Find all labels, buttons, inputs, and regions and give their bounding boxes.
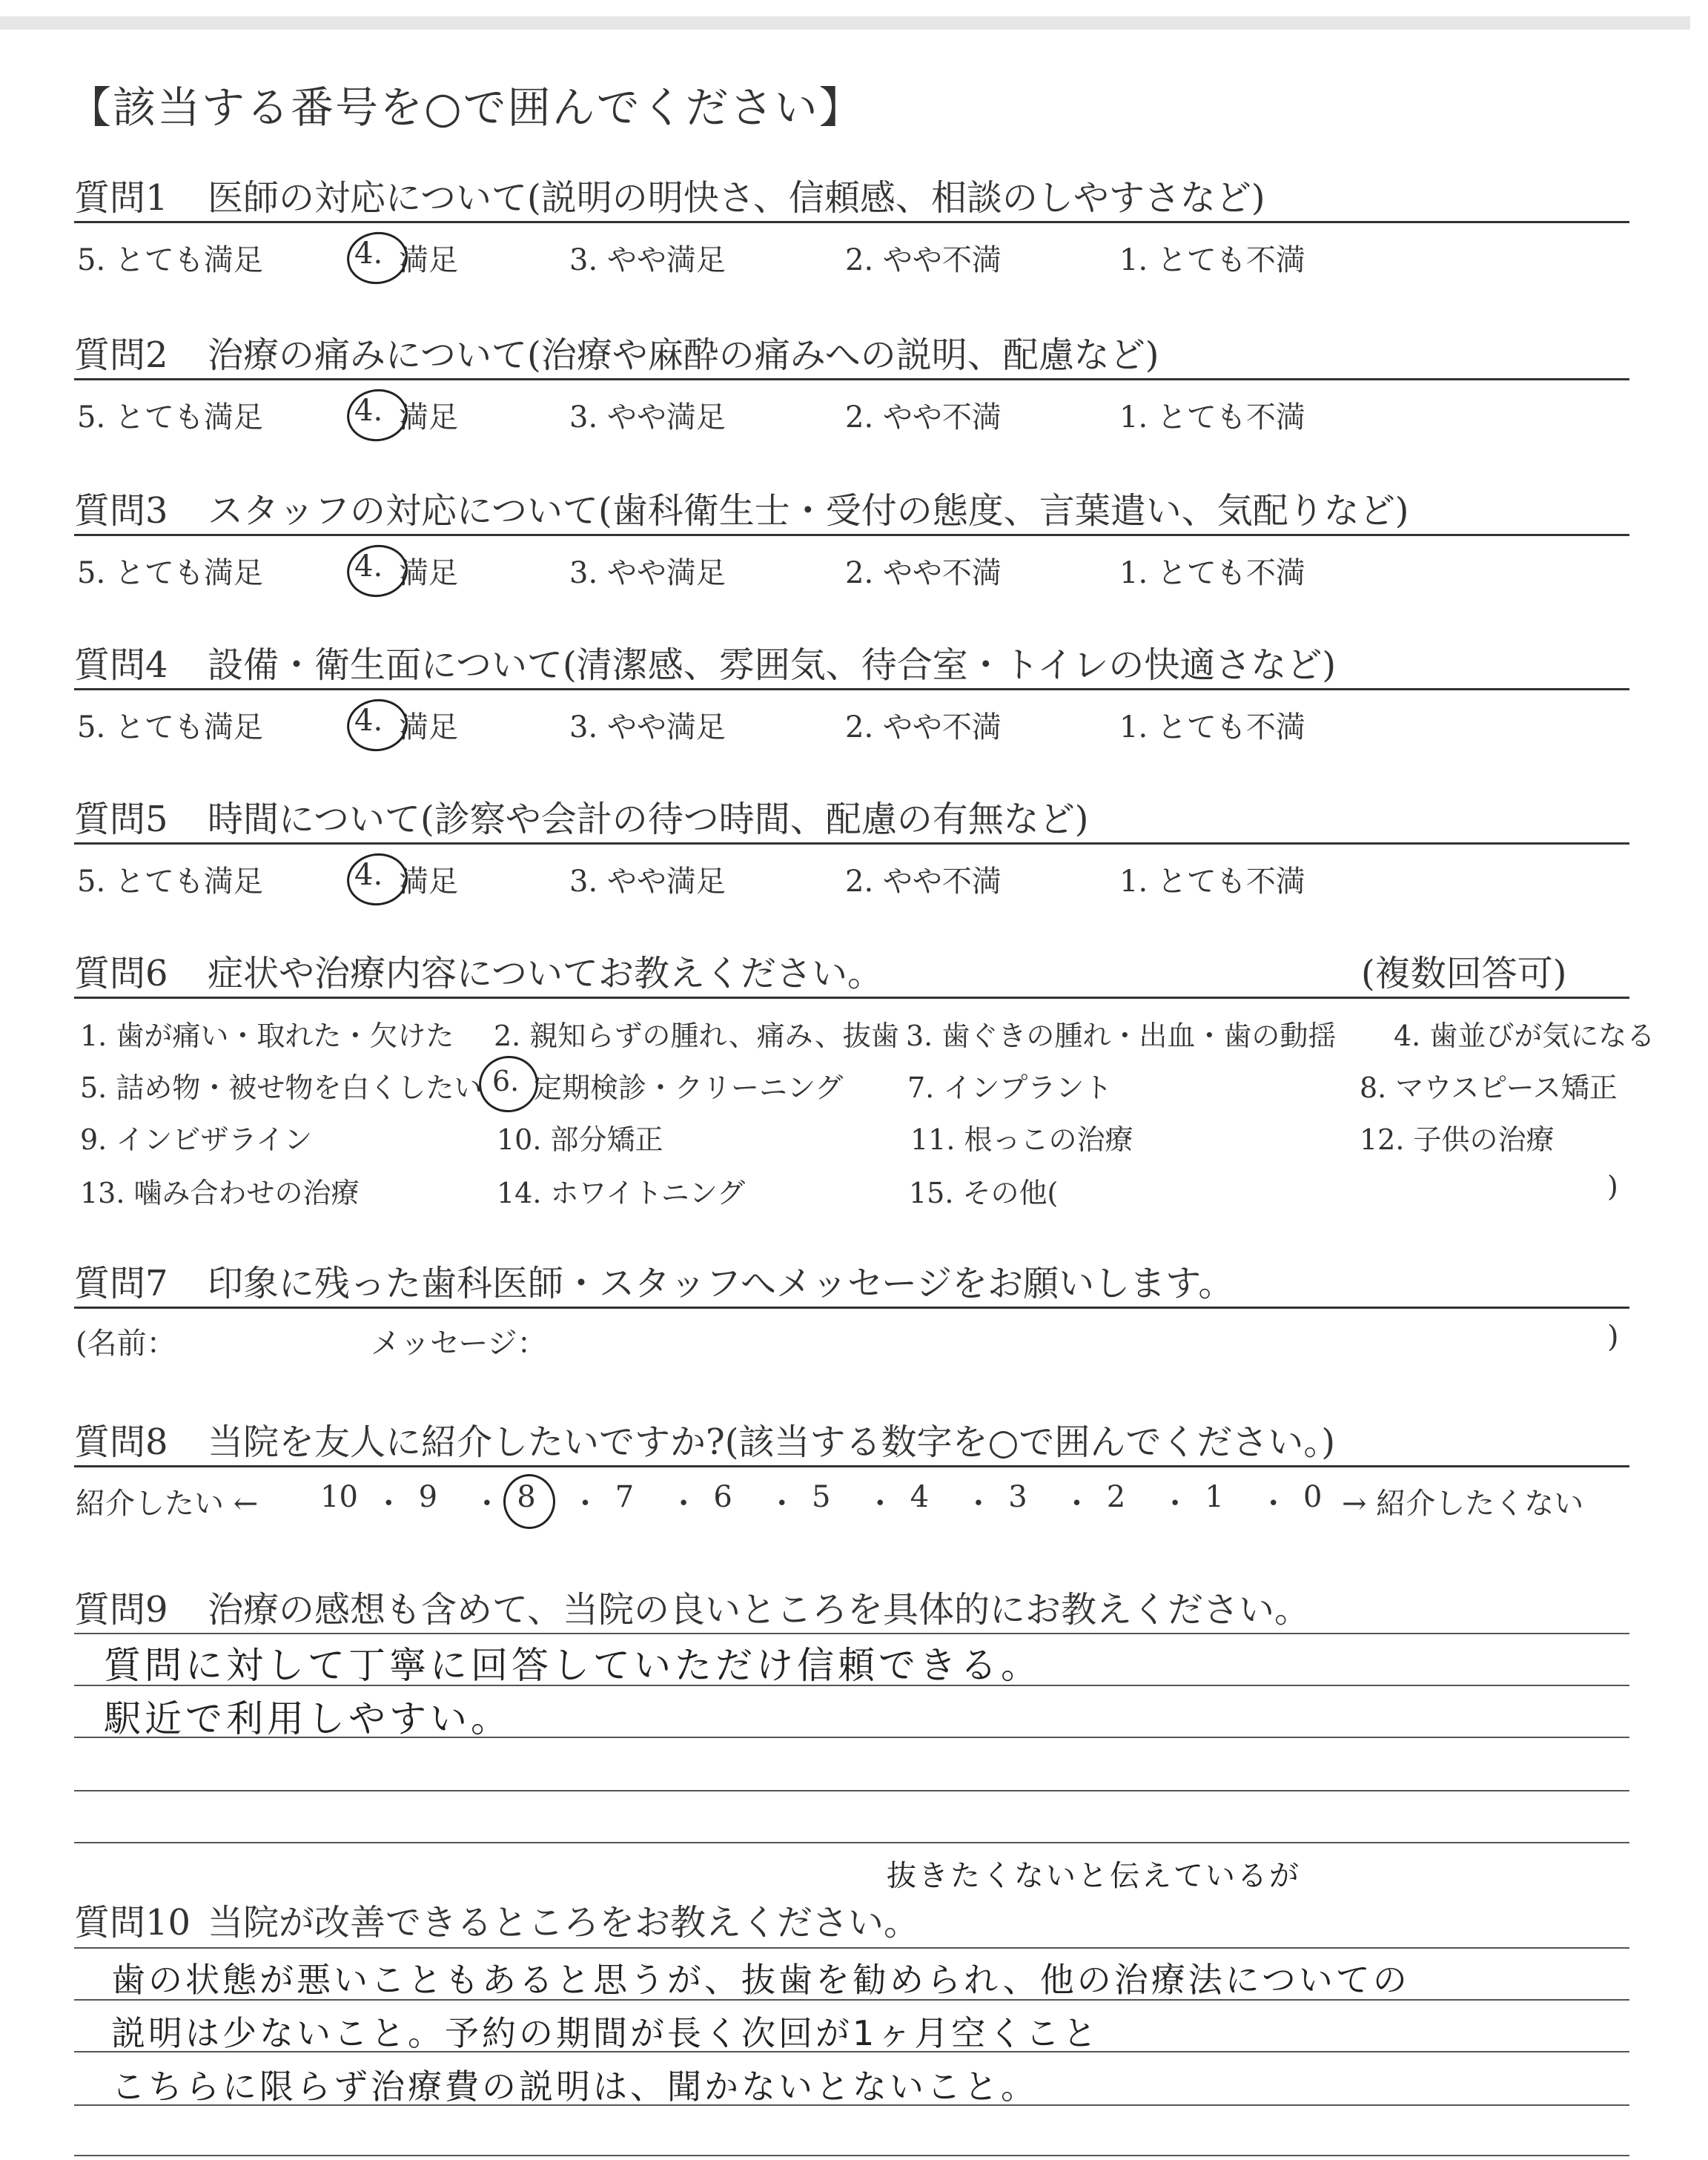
question-number: 質問9 bbox=[74, 1589, 168, 1631]
treatment-option: 9. インビザライン bbox=[80, 1123, 313, 1156]
rating-option: 2. やや不満 bbox=[845, 865, 1002, 899]
recommend-left-label: 紹介したい ← bbox=[76, 1487, 259, 1521]
treatment-option: 5. 詰め物・被せ物を白くしたい bbox=[80, 1071, 483, 1104]
treatment-option: 8. マウスピース矯正 bbox=[1360, 1071, 1618, 1104]
question-number: 質問6 bbox=[74, 953, 168, 994]
rating-option: 3. やや満足 bbox=[569, 865, 726, 899]
treatment-option: 2. 親知らずの腫れ、痛み、抜歯 bbox=[494, 1020, 899, 1052]
question-number: 質問4 bbox=[74, 644, 168, 686]
question-rule bbox=[74, 1307, 1629, 1309]
score-separator: ・ bbox=[1258, 1487, 1288, 1521]
question-rule bbox=[74, 997, 1629, 999]
name-label: (名前： bbox=[76, 1327, 176, 1361]
score-number: 7 bbox=[615, 1480, 635, 1514]
rating-option: 1. とても不満 bbox=[1119, 556, 1305, 590]
handwritten-answer-line-3: こちらに限らず治療費の説明は、聞かないとないこと。 bbox=[111, 2067, 1038, 2107]
rating-option: 5. とても満足 bbox=[77, 710, 263, 744]
rating-option: 5. とても満足 bbox=[77, 243, 263, 277]
treatment-option: 13. 噛み合わせの治療 bbox=[80, 1177, 360, 1209]
score-number: 8 bbox=[517, 1480, 536, 1514]
question-text: 症状や治療内容についてお教えください。 bbox=[208, 953, 884, 994]
rating-option: 4. bbox=[354, 394, 383, 428]
rating-option: 1. とても不満 bbox=[1119, 865, 1305, 899]
rating-option: 4. bbox=[354, 549, 383, 584]
question-text: 治療の痛みについて(治療や麻酔の痛みへの説明、配慮など) bbox=[208, 334, 1159, 376]
question-text: 当院が改善できるところをお教えください。 bbox=[208, 1902, 920, 1943]
question-number: 質問5 bbox=[74, 799, 168, 840]
treatment-option: 6. bbox=[492, 1065, 520, 1097]
message-label: メッセージ： bbox=[371, 1327, 547, 1361]
question-text: 治療の感想も含めて、当院の良いところを具体的にお教えください。 bbox=[208, 1589, 1311, 1631]
treatment-option: 3. 歯ぐきの腫れ・出血・歯の動揺 bbox=[906, 1020, 1337, 1052]
rating-option: 満足 bbox=[399, 710, 458, 744]
recommend-right-label: → 紹介したくない bbox=[1342, 1487, 1584, 1521]
rating-option: 満足 bbox=[399, 400, 458, 435]
question-text: 時間について(診察や会計の待つ時間、配慮の有無など) bbox=[208, 799, 1089, 840]
question-number: 質問2 bbox=[74, 334, 168, 376]
treatment-option: 12. 子供の治療 bbox=[1360, 1123, 1555, 1156]
multiple-answer-note: (複数回答可) bbox=[1361, 953, 1567, 994]
answer-line bbox=[74, 1633, 1629, 1634]
rating-option: 満足 bbox=[399, 243, 458, 277]
answer-circle bbox=[503, 1474, 555, 1529]
score-number: 6 bbox=[713, 1480, 732, 1514]
score-number: 9 bbox=[418, 1480, 438, 1514]
question-number: 質問10 bbox=[74, 1902, 191, 1943]
score-number: 5 bbox=[812, 1480, 831, 1514]
treatment-option: ) bbox=[1607, 1170, 1618, 1203]
score-number: 1 bbox=[1205, 1480, 1224, 1514]
rating-option: 3. やや満足 bbox=[569, 243, 726, 277]
score-separator: ・ bbox=[570, 1487, 600, 1521]
score-separator: ・ bbox=[963, 1487, 993, 1521]
question-rule bbox=[74, 378, 1629, 380]
answer-circle bbox=[474, 1051, 543, 1117]
score-number: 0 bbox=[1303, 1480, 1323, 1514]
score-number: 2 bbox=[1106, 1480, 1126, 1514]
treatment-option: 1. 歯が痛い・取れた・欠けた bbox=[80, 1020, 454, 1052]
rating-option: 満足 bbox=[399, 556, 458, 590]
rating-option: 4. bbox=[354, 237, 383, 271]
rating-option: 2. やや不満 bbox=[845, 710, 1002, 744]
answer-line bbox=[74, 1790, 1629, 1791]
question-text: 当院を友人に紹介したいですか?(該当する数字を○で囲んでください。) bbox=[208, 1421, 1336, 1463]
rating-option: 3. やや満足 bbox=[569, 400, 726, 435]
question-number: 質問3 bbox=[74, 490, 168, 532]
score-separator: ・ bbox=[865, 1487, 896, 1521]
score-separator: ・ bbox=[1160, 1487, 1191, 1521]
question-rule bbox=[74, 1465, 1629, 1467]
rating-option: 2. やや不満 bbox=[845, 243, 1002, 277]
handwritten-answer-line-2: 駅近で利用しやすい。 bbox=[104, 1697, 512, 1740]
closing-paren: ) bbox=[1607, 1320, 1619, 1354]
handwritten-answer-line-2: 説明は少ないこと。予約の期間が長く次回が1ヶ月空くこと bbox=[111, 2013, 1100, 2053]
score-separator: ・ bbox=[767, 1487, 797, 1521]
answer-line bbox=[74, 1842, 1629, 1843]
treatment-option: 7. インプラント bbox=[907, 1071, 1113, 1104]
rating-option: 5. とても満足 bbox=[77, 400, 263, 435]
question-rule bbox=[74, 534, 1629, 536]
rating-option: 4. bbox=[354, 858, 383, 892]
survey-heading: 【該当する番号を○で囲んでください】 bbox=[68, 82, 864, 133]
score-number: 10 bbox=[320, 1480, 358, 1514]
question-text: 医師の対応について(説明の明快さ、信頼感、相談のしやすさなど) bbox=[208, 177, 1265, 219]
rating-option: 1. とても不満 bbox=[1119, 710, 1305, 744]
rating-option: 2. やや不満 bbox=[845, 400, 1002, 435]
score-separator: ・ bbox=[471, 1487, 502, 1521]
top-border bbox=[0, 16, 1690, 30]
rating-option: 5. とても満足 bbox=[77, 865, 263, 899]
score-separator: ・ bbox=[1062, 1487, 1092, 1521]
handwritten-answer-line-1: 歯の状態が悪いこともあると思うが、抜歯を勧められ、他の治療法についての bbox=[111, 1960, 1410, 2000]
rating-option: 1. とても不満 bbox=[1119, 243, 1305, 277]
treatment-option: 15. その他( bbox=[909, 1177, 1059, 1209]
rating-option: 5. とても満足 bbox=[77, 556, 263, 590]
treatment-option: 定期検診・クリーニング bbox=[534, 1071, 844, 1104]
question-number: 質問1 bbox=[74, 177, 168, 219]
handwritten-answer-line-1: 質問に対して丁寧に回答していただけ信頼できる。 bbox=[104, 1644, 1042, 1687]
question-text: スタッフの対応について(歯科衛生士・受付の態度、言葉遣い、気配りなど) bbox=[208, 490, 1409, 532]
score-separator: ・ bbox=[374, 1487, 404, 1521]
treatment-option: 4. 歯並びが気になる bbox=[1394, 1020, 1655, 1052]
score-separator: ・ bbox=[669, 1487, 699, 1521]
answer-line bbox=[74, 2155, 1629, 2156]
question-text: 印象に残った歯科医師・スタッフへメッセージをお願いします。 bbox=[208, 1263, 1234, 1304]
question-number: 質問7 bbox=[74, 1263, 168, 1304]
question-rule bbox=[74, 688, 1629, 690]
treatment-option: 10. 部分矯正 bbox=[497, 1123, 663, 1156]
answer-line bbox=[74, 1947, 1629, 1949]
rating-option: 2. やや不満 bbox=[845, 556, 1002, 590]
score-number: 4 bbox=[910, 1480, 930, 1514]
question-number: 質問8 bbox=[74, 1421, 168, 1463]
rating-option: 3. やや満足 bbox=[569, 710, 726, 744]
question-rule bbox=[74, 221, 1629, 223]
question-rule bbox=[74, 842, 1629, 845]
treatment-option: 14. ホワイトニング bbox=[497, 1177, 746, 1209]
rating-option: 1. とても不満 bbox=[1119, 400, 1305, 435]
rating-option: 満足 bbox=[399, 865, 458, 899]
question-text: 設備・衛生面について(清潔感、雰囲気、待合室・トイレの快適さなど) bbox=[208, 644, 1337, 686]
rating-option: 3. やや満足 bbox=[569, 556, 726, 590]
handwritten-insert: 抜きたくないと伝えているが bbox=[887, 1859, 1301, 1893]
rating-option: 4. bbox=[354, 704, 383, 738]
treatment-option: 11. 根っこの治療 bbox=[910, 1123, 1133, 1156]
score-number: 3 bbox=[1008, 1480, 1027, 1514]
